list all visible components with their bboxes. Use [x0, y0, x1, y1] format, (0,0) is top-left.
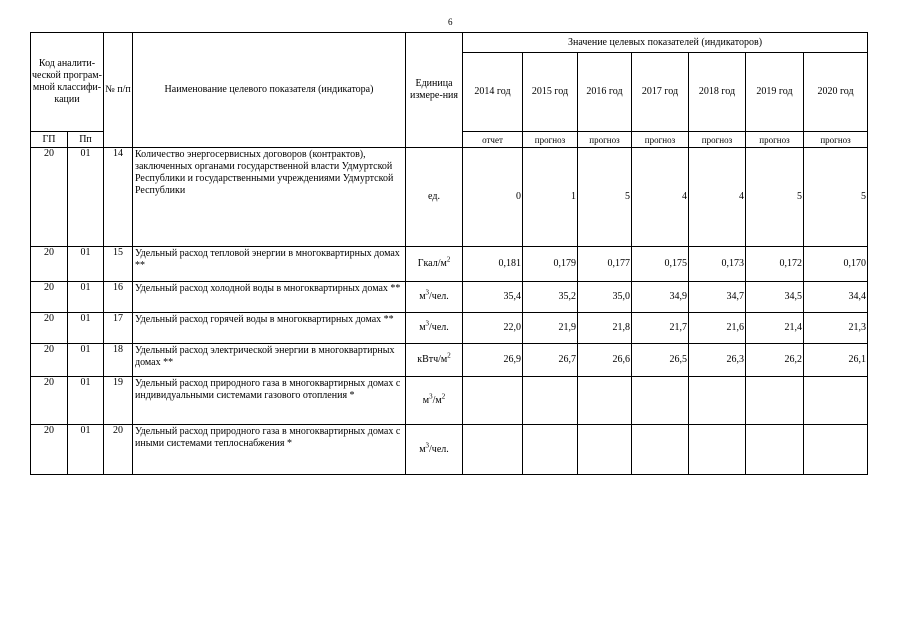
year-header: 2018 год: [689, 53, 746, 132]
number-cell: 15: [104, 247, 133, 282]
year-header: 2019 год: [746, 53, 804, 132]
pp-cell: 01: [68, 425, 104, 475]
year-header: 2015 год: [523, 53, 578, 132]
value-cell: 26,5: [632, 344, 689, 377]
unit-cell: $м^3/м^2$: [406, 377, 463, 425]
year-type: прогноз: [689, 132, 746, 148]
value-cell: 22,0: [463, 313, 523, 344]
value-cell: 35,2: [523, 282, 578, 313]
value-cell: 5: [746, 148, 804, 247]
gp-cell: 20: [31, 282, 68, 313]
value-cell: 35,4: [463, 282, 523, 313]
value-cell: 4: [632, 148, 689, 247]
pp-cell: 01: [68, 247, 104, 282]
unit-cell: Гкал/$м^2$: [406, 247, 463, 282]
gp-cell: 20: [31, 313, 68, 344]
value-cell: 26,1: [804, 344, 868, 377]
gp-cell: 20: [31, 425, 68, 475]
unit-header: Единица измере-ния: [406, 33, 463, 148]
table-row: [31, 377, 868, 425]
gp-cell: 20: [31, 344, 68, 377]
value-cell: 26,3: [689, 344, 746, 377]
table-row: [31, 148, 868, 247]
indicator-name-header: Наименование целевого показателя (индикатора): [133, 33, 406, 148]
page-number: 6: [448, 17, 453, 27]
number-cell: 14: [104, 148, 133, 247]
value-cell: 34,4: [804, 282, 868, 313]
indicator-name-cell: Удельный расход горячей воды в многоквартирных домах **: [133, 313, 406, 344]
value-cell: 0,181: [463, 247, 523, 282]
table-row: [31, 425, 868, 475]
value-cell: 5: [578, 148, 632, 247]
value-cell: [689, 425, 746, 475]
year-header: 2017 год: [632, 53, 689, 132]
value-cell: [523, 377, 578, 425]
value-cell: [632, 425, 689, 475]
indicator-name-cell: Удельный расход холодной воды в многоквартирных домах **: [133, 282, 406, 313]
table-row: [31, 247, 868, 282]
value-cell: [804, 377, 868, 425]
code-header: Код аналити-ческой програм-мной классифи-кации: [31, 33, 104, 132]
value-cell: 35,0: [578, 282, 632, 313]
value-cell: [804, 425, 868, 475]
value-cell: 26,6: [578, 344, 632, 377]
value-cell: 26,7: [523, 344, 578, 377]
pp-cell: 01: [68, 148, 104, 247]
value-cell: [746, 377, 804, 425]
unit-cell: кВтч/$м^2$: [406, 344, 463, 377]
pp-cell: 01: [68, 377, 104, 425]
value-cell: [463, 425, 523, 475]
gp-cell: 20: [31, 148, 68, 247]
year-type: прогноз: [578, 132, 632, 148]
gp-cell: 20: [31, 247, 68, 282]
value-cell: 21,4: [746, 313, 804, 344]
value-cell: 26,2: [746, 344, 804, 377]
indicator-name-cell: Удельный расход тепловой энергии в многоквартирных домах **: [133, 247, 406, 282]
table-row: [31, 282, 868, 313]
year-header: 2014 год: [463, 53, 523, 132]
target-indicators-table: [30, 32, 868, 475]
value-cell: 4: [689, 148, 746, 247]
pp-header: Пп: [68, 132, 104, 148]
number-cell: 20: [104, 425, 133, 475]
number-cell: 16: [104, 282, 133, 313]
value-cell: [689, 377, 746, 425]
indicator-name-cell: Удельный расход электрической энергии в многоквартирных домах **: [133, 344, 406, 377]
year-type: прогноз: [746, 132, 804, 148]
value-cell: [632, 377, 689, 425]
value-cell: [463, 377, 523, 425]
number-cell: 17: [104, 313, 133, 344]
year-header: 2016 год: [578, 53, 632, 132]
table-row: [31, 313, 868, 344]
gp-header: ГП: [31, 132, 68, 148]
value-cell: 0,179: [523, 247, 578, 282]
value-cell: [578, 425, 632, 475]
pp-cell: 01: [68, 313, 104, 344]
values-header: Значение целевых показателей (индикаторов): [463, 33, 868, 53]
value-cell: 0: [463, 148, 523, 247]
year-type: прогноз: [523, 132, 578, 148]
value-cell: 0,177: [578, 247, 632, 282]
value-cell: [523, 425, 578, 475]
value-cell: 0,175: [632, 247, 689, 282]
value-cell: 0,170: [804, 247, 868, 282]
value-cell: 21,6: [689, 313, 746, 344]
number-cell: 19: [104, 377, 133, 425]
value-cell: [578, 377, 632, 425]
value-cell: 34,9: [632, 282, 689, 313]
indicator-name-cell: Удельный расход природного газа в многоквартирных домах с индивидуальными системами газового отопления *: [133, 377, 406, 425]
unit-cell: $м^3$/чел.: [406, 313, 463, 344]
value-cell: [746, 425, 804, 475]
indicator-name-cell: Количество энергосервисных договоров (контрактов), заключенных органами государственной власти Удмуртской Республики и государственными учреждениями Удмуртской Республики: [133, 148, 406, 247]
year-type: прогноз: [804, 132, 868, 148]
value-cell: 21,9: [523, 313, 578, 344]
number-header: № п/п: [104, 33, 133, 148]
value-cell: 0,173: [689, 247, 746, 282]
gp-cell: 20: [31, 377, 68, 425]
table-row: [31, 344, 868, 377]
value-cell: 34,5: [746, 282, 804, 313]
year-header: 2020 год: [804, 53, 868, 132]
unit-cell: ед.: [406, 148, 463, 247]
value-cell: 21,3: [804, 313, 868, 344]
value-cell: 21,8: [578, 313, 632, 344]
value-cell: 21,7: [632, 313, 689, 344]
value-cell: 26,9: [463, 344, 523, 377]
indicator-name-cell: Удельный расход природного газа в многоквартирных домах с иными системами теплоснабжения *: [133, 425, 406, 475]
value-cell: 1: [523, 148, 578, 247]
value-cell: 34,7: [689, 282, 746, 313]
pp-cell: 01: [68, 344, 104, 377]
pp-cell: 01: [68, 282, 104, 313]
value-cell: 5: [804, 148, 868, 247]
number-cell: 18: [104, 344, 133, 377]
year-type: прогноз: [632, 132, 689, 148]
year-type: отчет: [463, 132, 523, 148]
unit-cell: $м^3$/чел.: [406, 282, 463, 313]
unit-cell: $м^3$/чел.: [406, 425, 463, 475]
value-cell: 0,172: [746, 247, 804, 282]
